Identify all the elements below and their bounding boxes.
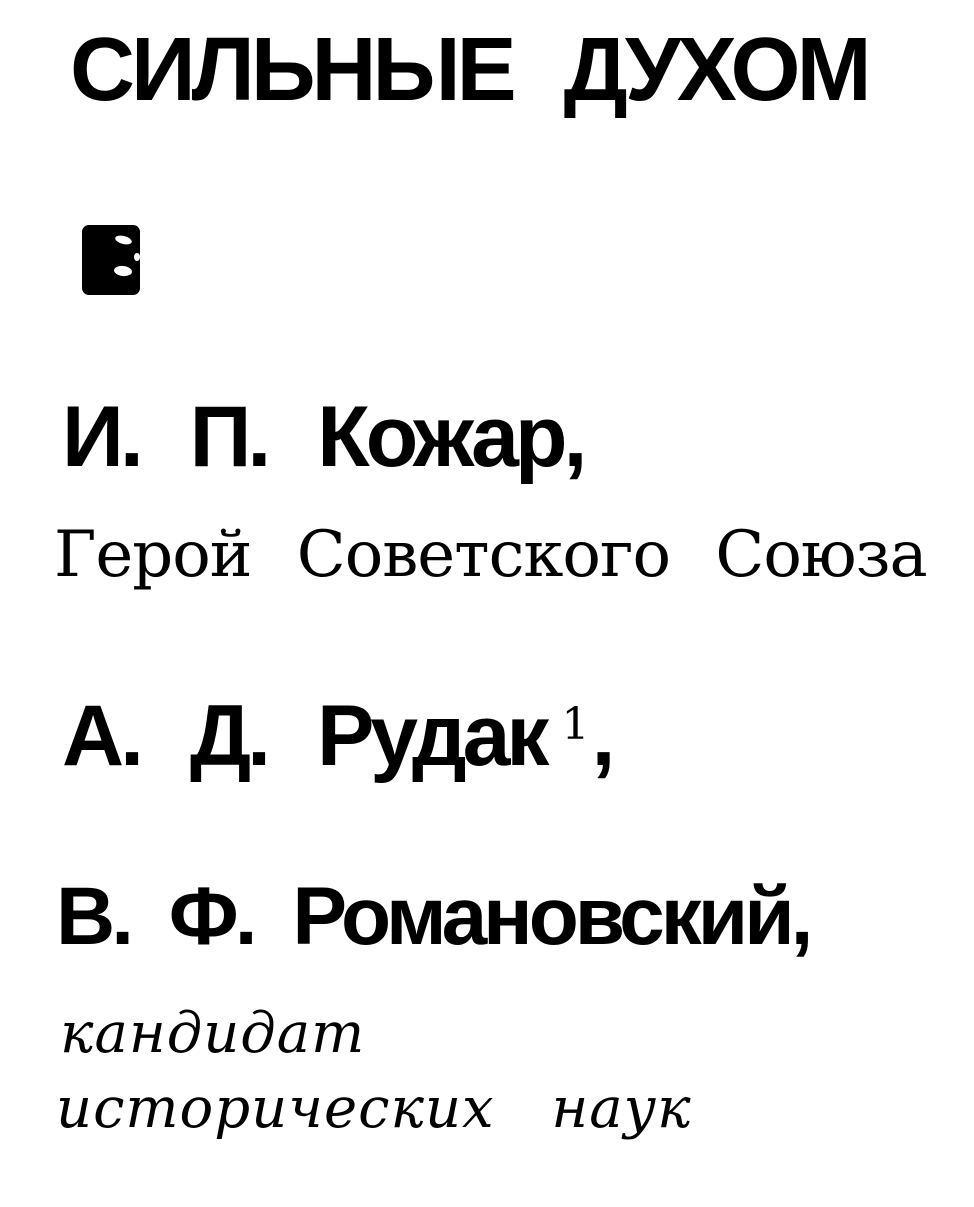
author-name-rudak-text: А. Д. Рудак — [62, 688, 546, 784]
author-name-rudak-comma: , — [591, 688, 612, 784]
author-name-romanovsky: В. Ф. Романовский, — [56, 871, 810, 962]
author-name-kozhar: И. П. Кожар, — [62, 389, 584, 485]
footnote-marker: 1 — [561, 699, 590, 750]
author-role-romanovsky-line2: исторических наук — [56, 1076, 692, 1141]
author-role-romanovsky-line1: кандидат — [60, 1001, 366, 1066]
scan-speck — [134, 253, 140, 261]
scan-speck — [114, 234, 132, 246]
author-name-rudak — [62, 688, 612, 784]
black-square-ornament — [82, 225, 140, 295]
page-title: СИЛЬНЫЕ ДУХОМ — [70, 20, 868, 120]
author-role-kozhar: Герой Советского Союза — [54, 518, 927, 592]
scan-speck — [114, 265, 133, 277]
